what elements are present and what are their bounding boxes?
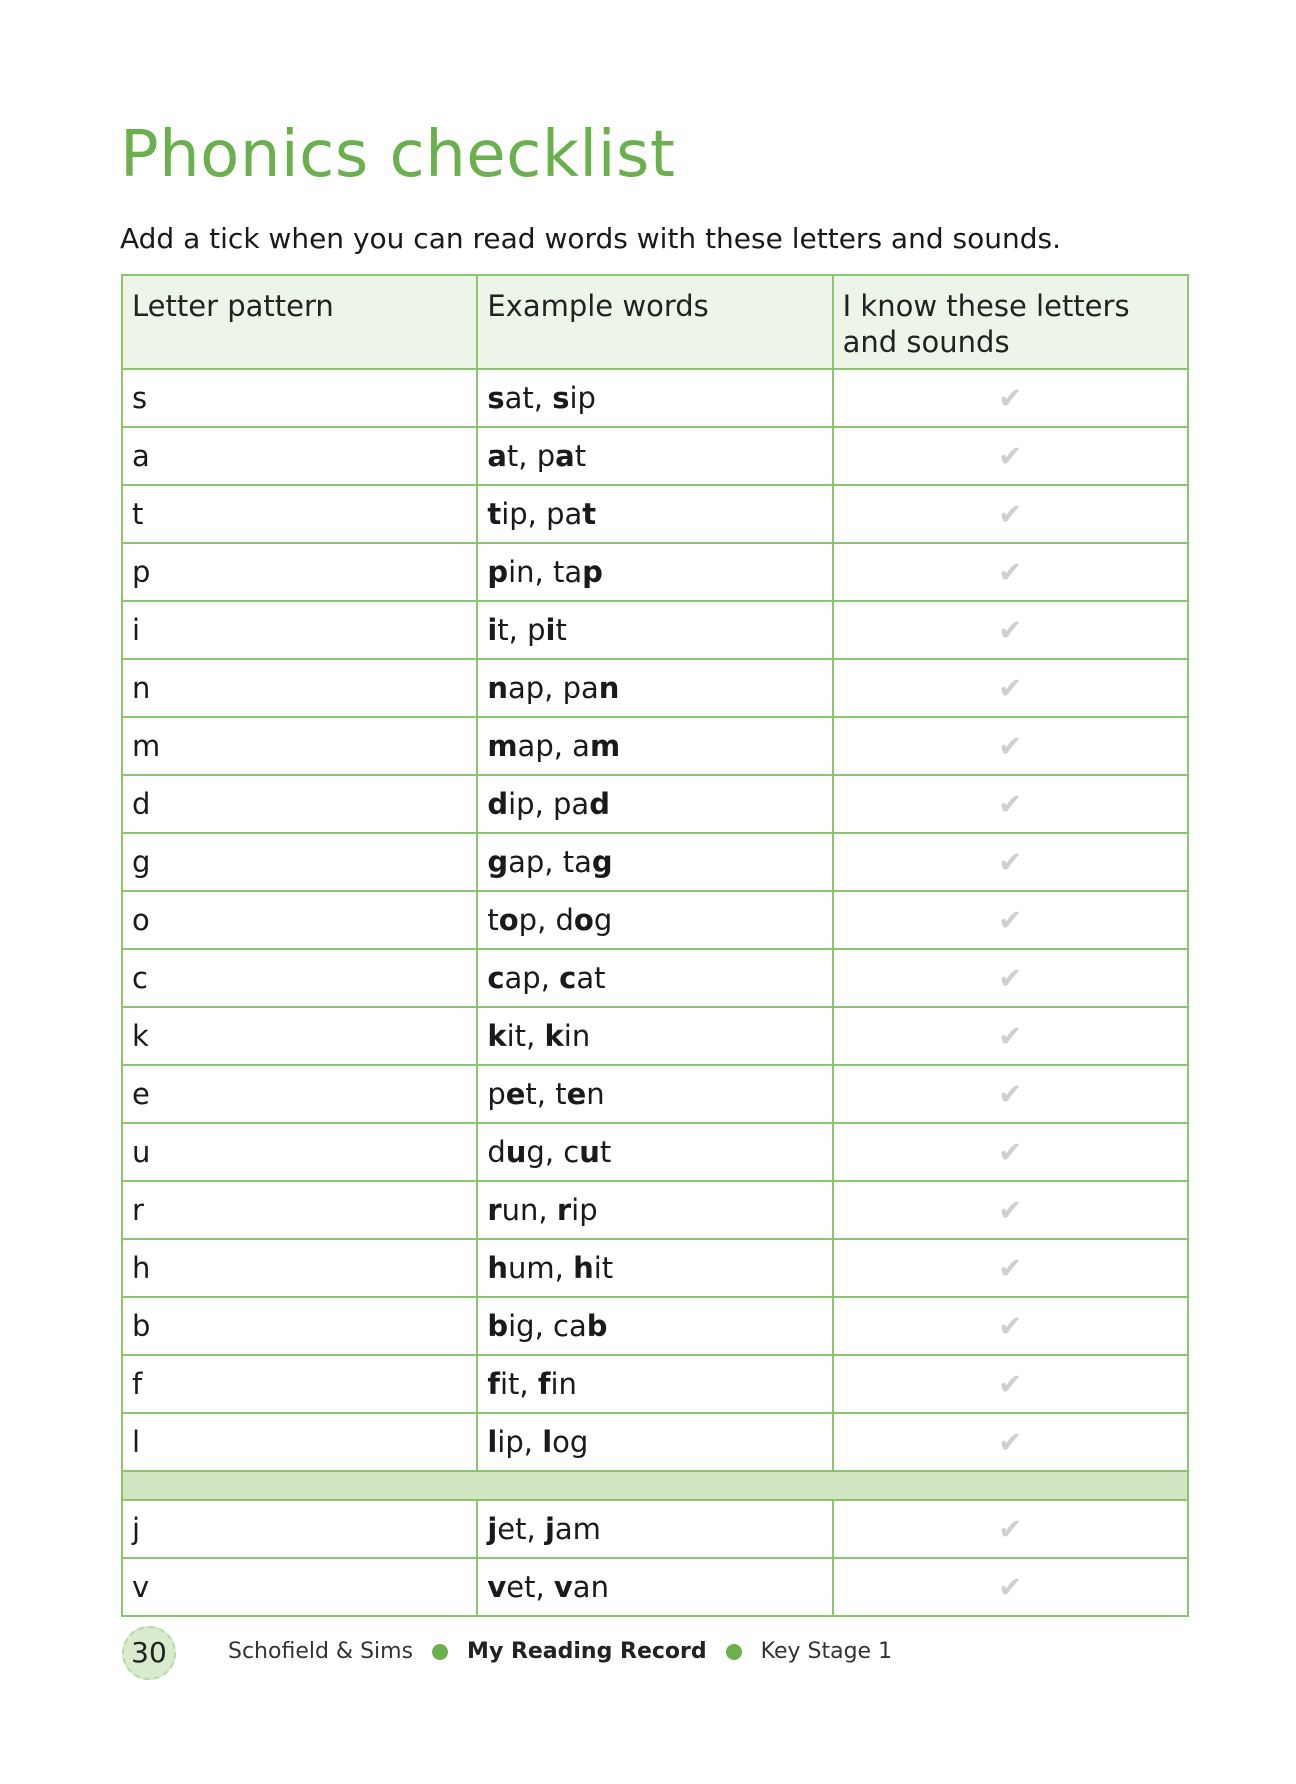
example-words-cell: at, pat — [477, 427, 832, 485]
highlighted-letters: e — [505, 1077, 526, 1111]
example-words-cell: gap, tag — [477, 833, 832, 891]
series-title: My Reading Record — [467, 1639, 707, 1664]
highlighted-letters: o — [498, 903, 519, 937]
tick-cell[interactable] — [833, 485, 1188, 543]
highlighted-letters: m — [589, 729, 621, 763]
table-row — [122, 659, 1188, 717]
word-fragment: at — [576, 961, 606, 995]
highlighted-letters: g — [487, 845, 509, 879]
table-row — [122, 1181, 1188, 1239]
word-fragment: et — [506, 1570, 536, 1604]
phonics-checklist-table — [121, 274, 1189, 1617]
highlighted-letters: m — [487, 729, 518, 763]
word-fragment: in — [563, 1019, 591, 1053]
letter-pattern-cell: t — [122, 485, 477, 543]
word-fragment: ip — [571, 1193, 598, 1227]
tick-cell[interactable] — [833, 1181, 1188, 1239]
table-row — [122, 1558, 1188, 1616]
section-divider-row — [122, 1471, 1188, 1500]
checkmark-icon[interactable]: ✔ — [998, 613, 1023, 647]
word-fragment: ap — [507, 671, 545, 705]
table-header-row — [122, 275, 1188, 369]
word-fragment: in — [508, 555, 535, 589]
footer-text — [228, 1639, 892, 1664]
word-fragment: am — [554, 1512, 601, 1546]
letter-pattern-cell: l — [122, 1413, 477, 1471]
word-fragment: t — [574, 439, 587, 473]
checkmark-icon[interactable]: ✔ — [998, 381, 1023, 415]
word-fragment: d — [555, 903, 574, 937]
table-row — [122, 1123, 1188, 1181]
highlighted-letters: a — [555, 439, 575, 473]
tick-cell[interactable] — [833, 1239, 1188, 1297]
tick-cell[interactable] — [833, 1007, 1188, 1065]
highlighted-letters: k — [487, 1019, 507, 1053]
example-words-cell: map, am — [477, 717, 832, 775]
word-fragment: d — [487, 1135, 506, 1169]
table-row — [122, 543, 1188, 601]
example-words-cell: it, pit — [477, 601, 832, 659]
highlighted-letters: h — [487, 1251, 508, 1285]
word-fragment: t — [555, 1077, 567, 1111]
word-fragment: g — [593, 903, 613, 937]
example-words-cell: lip, log — [477, 1413, 832, 1471]
publisher-name: Schofield & Sims — [228, 1639, 414, 1664]
example-words-cell: tip, pat — [477, 485, 832, 543]
highlighted-letters: v — [487, 1570, 507, 1604]
letter-pattern-cell: p — [122, 543, 477, 601]
highlighted-letters: p — [582, 555, 603, 589]
word-fragment: t — [599, 1135, 612, 1169]
section-divider — [122, 1471, 1188, 1500]
table-row — [122, 1239, 1188, 1297]
table-row — [122, 1007, 1188, 1065]
checkmark-icon[interactable]: ✔ — [998, 555, 1023, 589]
highlighted-letters: o — [573, 903, 594, 937]
checkmark-icon[interactable]: ✔ — [998, 961, 1023, 995]
example-words-cell: fit, fin — [477, 1355, 832, 1413]
example-words-cell: sat, sip — [477, 369, 832, 427]
highlighted-letters: e — [566, 1077, 587, 1111]
example-words-cell: kit, kin — [477, 1007, 832, 1065]
example-words-cell: jet, jam — [477, 1500, 832, 1558]
letter-pattern-cell: a — [122, 427, 477, 485]
checkmark-icon[interactable]: ✔ — [998, 497, 1023, 531]
highlighted-letters: r — [487, 1193, 502, 1227]
table-row — [122, 1355, 1188, 1413]
word-fragment: ap — [508, 845, 545, 879]
header-letter-pattern: Letter pattern — [122, 275, 477, 369]
letter-pattern-cell: d — [122, 775, 477, 833]
highlighted-letters: k — [544, 1019, 564, 1053]
word-fragment: ta — [552, 555, 583, 589]
page-number: 30 — [122, 1626, 176, 1680]
letter-pattern-cell: v — [122, 1558, 477, 1616]
word-fragment: p — [518, 903, 538, 937]
word-fragment: ip — [501, 497, 528, 531]
highlighted-letters: n — [487, 671, 508, 705]
highlighted-letters: g — [591, 845, 613, 879]
highlighted-letters: c — [559, 961, 577, 995]
example-words-cell: run, rip — [477, 1181, 832, 1239]
highlighted-letters: a — [487, 439, 507, 473]
tick-cell[interactable] — [833, 543, 1188, 601]
word-fragment: t — [506, 439, 519, 473]
bullet-dot-icon — [726, 1644, 742, 1660]
checkmark-icon[interactable]: ✔ — [998, 729, 1023, 763]
word-fragment: un — [501, 1193, 539, 1227]
table-row — [122, 891, 1188, 949]
highlighted-letters: j — [544, 1512, 555, 1546]
word-fragment: it — [499, 1367, 520, 1401]
word-fragment: ca — [553, 1309, 587, 1343]
tick-cell[interactable] — [833, 949, 1188, 1007]
bullet-dot-icon — [432, 1644, 448, 1660]
word-fragment: in — [550, 1367, 577, 1401]
word-fragment: n — [586, 1077, 605, 1111]
instructions: Add a tick when you can read words with these letters and sounds. — [120, 222, 1061, 255]
letter-pattern-cell: b — [122, 1297, 477, 1355]
checkmark-icon[interactable]: ✔ — [998, 671, 1023, 705]
example-words-cell: vet, van — [477, 1558, 832, 1616]
highlighted-letters: n — [598, 671, 620, 705]
word-fragment: t — [497, 613, 509, 647]
letter-pattern-cell: c — [122, 949, 477, 1007]
letter-pattern-cell: f — [122, 1355, 477, 1413]
checklist-body — [122, 369, 1188, 1616]
word-fragment: ip — [569, 381, 596, 415]
word-fragment: t — [525, 1077, 537, 1111]
highlighted-letters: i — [545, 613, 556, 647]
highlighted-letters: c — [487, 961, 505, 995]
example-words-cell: pet, ten — [477, 1065, 832, 1123]
example-words-cell: top, dog — [477, 891, 832, 949]
tick-cell[interactable] — [833, 1500, 1188, 1558]
checkmark-icon[interactable]: ✔ — [998, 1425, 1023, 1459]
example-words-cell: big, cab — [477, 1297, 832, 1355]
highlighted-letters: p — [487, 555, 509, 589]
word-fragment: at — [504, 381, 534, 415]
highlighted-letters: d — [487, 787, 509, 821]
highlighted-letters: b — [487, 1309, 509, 1343]
word-fragment: t — [555, 613, 567, 647]
word-fragment: t — [487, 903, 499, 937]
tick-cell[interactable] — [833, 369, 1188, 427]
word-fragment: p — [536, 439, 556, 473]
example-words-cell: hum, hit — [477, 1239, 832, 1297]
letter-pattern-cell: m — [122, 717, 477, 775]
word-fragment: og — [552, 1425, 589, 1459]
table-row — [122, 1413, 1188, 1471]
tick-cell[interactable] — [833, 1065, 1188, 1123]
word-fragment: ap — [517, 729, 554, 763]
word-fragment: p — [527, 613, 546, 647]
highlighted-letters: u — [505, 1135, 527, 1169]
word-fragment: c — [563, 1135, 580, 1169]
tick-cell[interactable] — [833, 659, 1188, 717]
highlighted-letters: h — [573, 1251, 594, 1285]
tick-cell[interactable] — [833, 1558, 1188, 1616]
tick-cell[interactable] — [833, 601, 1188, 659]
highlighted-letters: f — [537, 1367, 551, 1401]
page-footer — [122, 1626, 1122, 1680]
word-fragment: an — [572, 1570, 609, 1604]
tick-cell[interactable] — [833, 717, 1188, 775]
word-fragment: ig — [508, 1309, 535, 1343]
checkmark-icon[interactable]: ✔ — [998, 845, 1023, 879]
word-fragment: it — [593, 1251, 614, 1285]
letter-pattern-cell: r — [122, 1181, 477, 1239]
tick-cell[interactable] — [833, 1297, 1188, 1355]
checkmark-icon[interactable]: ✔ — [998, 787, 1023, 821]
highlighted-letters: i — [487, 613, 498, 647]
letter-pattern-cell: j — [122, 1500, 477, 1558]
highlighted-letters: s — [487, 381, 505, 415]
checkmark-icon[interactable]: ✔ — [998, 903, 1023, 937]
highlighted-letters: f — [487, 1367, 500, 1401]
letter-pattern-cell: o — [122, 891, 477, 949]
tick-cell[interactable] — [833, 1123, 1188, 1181]
tick-cell[interactable] — [833, 775, 1188, 833]
highlighted-letters: l — [487, 1425, 498, 1459]
checkmark-icon[interactable]: ✔ — [998, 1309, 1023, 1343]
table-row — [122, 1500, 1188, 1558]
table-row — [122, 427, 1188, 485]
word-fragment: pa — [553, 787, 590, 821]
checkmark-icon[interactable]: ✔ — [998, 1251, 1023, 1285]
table-row — [122, 833, 1188, 891]
word-fragment: ip — [497, 1425, 524, 1459]
word-fragment: pa — [562, 671, 599, 705]
letter-pattern-cell: g — [122, 833, 477, 891]
tick-cell[interactable] — [833, 891, 1188, 949]
table-row — [122, 717, 1188, 775]
tick-cell[interactable] — [833, 427, 1188, 485]
example-words-cell: dip, pad — [477, 775, 832, 833]
example-words-cell: cap, cat — [477, 949, 832, 1007]
word-fragment: it — [506, 1019, 527, 1053]
highlighted-letters: v — [553, 1570, 573, 1604]
example-words-cell: nap, pan — [477, 659, 832, 717]
word-fragment: p — [487, 1077, 506, 1111]
highlighted-letters: j — [487, 1512, 498, 1546]
highlighted-letters: t — [582, 497, 597, 531]
checkmark-icon[interactable]: ✔ — [998, 1512, 1023, 1546]
letter-pattern-cell: i — [122, 601, 477, 659]
page-title: Phonics checklist — [120, 118, 676, 192]
letter-pattern-cell: k — [122, 1007, 477, 1065]
highlighted-letters: b — [586, 1309, 608, 1343]
letter-pattern-cell: e — [122, 1065, 477, 1123]
checkmark-icon[interactable]: ✔ — [998, 1019, 1023, 1053]
highlighted-letters: r — [556, 1193, 572, 1227]
word-fragment: pa — [546, 497, 583, 531]
table-row — [122, 601, 1188, 659]
highlighted-letters: u — [579, 1135, 600, 1169]
letter-pattern-cell: s — [122, 369, 477, 427]
word-fragment: ip — [508, 787, 535, 821]
checkmark-icon[interactable]: ✔ — [998, 1077, 1023, 1111]
example-words-cell: dug, cut — [477, 1123, 832, 1181]
header-i-know: I know these letters and sounds — [833, 275, 1188, 369]
word-fragment: et — [497, 1512, 527, 1546]
tick-cell[interactable] — [833, 1413, 1188, 1471]
word-fragment: ap — [504, 961, 541, 995]
checkmark-icon[interactable]: ✔ — [998, 439, 1023, 473]
checkmark-icon[interactable]: ✔ — [998, 1367, 1023, 1401]
highlighted-letters: l — [542, 1425, 553, 1459]
key-stage: Key Stage 1 — [760, 1639, 893, 1664]
checkmark-icon[interactable]: ✔ — [998, 1135, 1023, 1169]
table-row — [122, 775, 1188, 833]
letter-pattern-cell: h — [122, 1239, 477, 1297]
word-fragment: um — [507, 1251, 555, 1285]
header-example-words: Example words — [477, 275, 832, 369]
example-words-cell: pin, tap — [477, 543, 832, 601]
checkmark-icon[interactable]: ✔ — [998, 1193, 1023, 1227]
word-fragment: g — [526, 1135, 545, 1169]
letter-pattern-cell: u — [122, 1123, 477, 1181]
highlighted-letters: s — [552, 381, 570, 415]
tick-cell[interactable] — [833, 1355, 1188, 1413]
table-row — [122, 1297, 1188, 1355]
highlighted-letters: d — [589, 787, 610, 821]
table-row — [122, 485, 1188, 543]
word-fragment: ta — [562, 845, 592, 879]
table-row — [122, 1065, 1188, 1123]
highlighted-letters: t — [487, 497, 502, 531]
table-row — [122, 369, 1188, 427]
table-row — [122, 949, 1188, 1007]
checkmark-icon[interactable]: ✔ — [998, 1570, 1023, 1604]
word-fragment: a — [572, 729, 590, 763]
letter-pattern-cell: n — [122, 659, 477, 717]
tick-cell[interactable] — [833, 833, 1188, 891]
